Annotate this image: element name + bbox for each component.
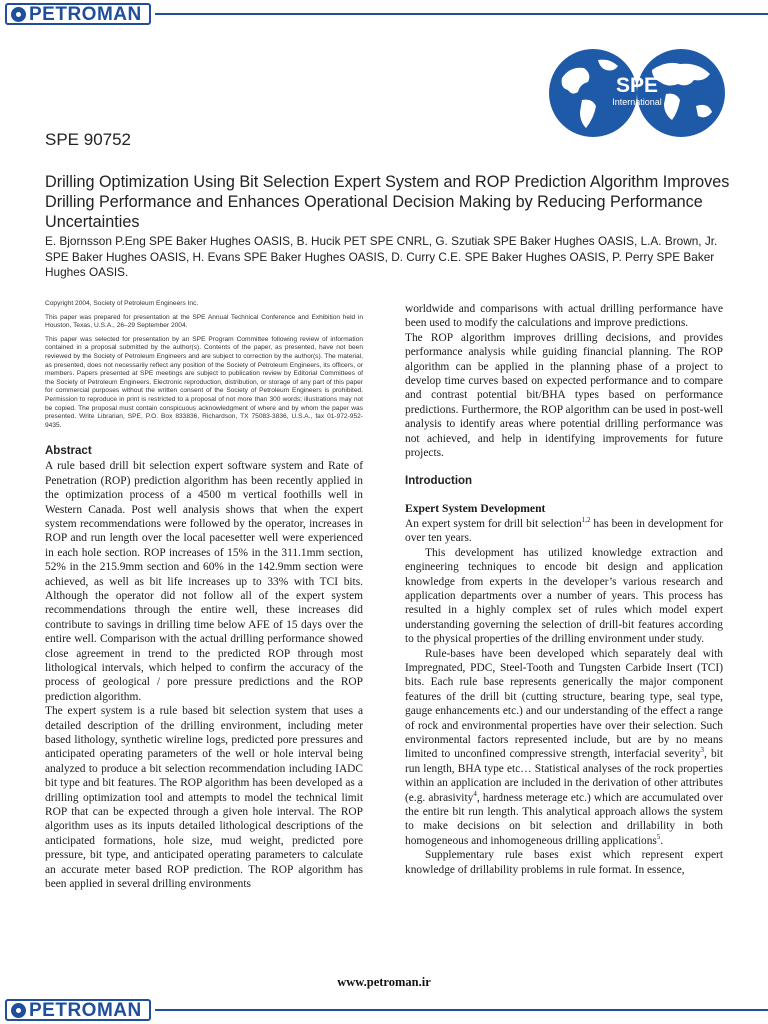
reference-marker: 5 [656,833,661,842]
abstract-paragraph-2: The expert system is a rule based bit selection system that uses a detailed description of the drilling environment, including meter based lithology, synthetic wireline logs, predicted pore pressures and anticipated operating parameters of the well or hole interval being analyzed to produce a bit selection recommendation including IADC bit type and bit features. The ROP algorithm has been developed as a drilling optimization tool and attempts to model the technical limit ROP that can be expected through a given hole interval. The ROP algorithm uses as its inputs detailed lithological descriptions of the anticipated formations, hole size, mud weight, predicted pore pressure, bit type, and anticipated operating parameters to calculate an accurate meter based ROP prediction. The ROP algorithm has been applied in several drilling environments [45,705,363,891]
bottom-banner [0,996,768,1024]
reference-marker: 3 [700,746,705,755]
intro-paragraph-1 [405,517,723,546]
intro-p1-text-a: An expert system for drill bit selection [405,517,582,530]
intro-paragraph-4: Supplementary rule bases exist which represent expert knowledge of drillability problems in rule format. In essence, [405,849,723,876]
expert-system-subheading: Expert System Development [405,502,546,516]
banner-divider [155,13,768,15]
abstract-paragraph-2-continued: worldwide and comparisons with actual drilling performance have been used to modify the calculations and improve predictions. [405,303,723,330]
petroman-logo-footer-text: PETROMAN [29,999,142,1021]
abstract-paragraph-3: The ROP algorithm improves drilling decisions, and provides performance analysis while guiding financial planning. The ROP algorithm can be applied in the planning phase of a project to develop time curves based on expected performance and to compare and contrast potential bit/BHA types based on performance predictions. Furthermore, the ROP algorithm can be used in post-well analysis to identify areas where potential drilling performance was not achieved, and help in identifying improvements for future projects. [405,331,723,460]
intro-p1-text-b: has been in development for over ten years. [405,517,723,545]
banner-divider [155,1009,768,1011]
intro-p3-text-d: . [660,834,664,847]
intro-paragraph-3 [405,647,723,849]
copyright-selected: This paper was selected for presentation by an SPE Program Committee following review of information contained in a proposal submitted by the author(s). Contents of the paper, as presented, have not been reviewed by the Society of Petroleum Engineers and are subject to correction by the author(s). The material, as presented, does not necessarily reflect any position of the Society of Petroleum Engineers, its officers, or members. Papers presented at SPE meetings are subject to publication review by Editorial Committees of the Society of Petroleum Engineers. Electronic reproduction, distribution, or storage of any part of this paper for commercial purposes without the written consent of the Society of Petroleum Engineers is prohibited. Permission to reproduce in print is restricted to a proposal of not more than 300 words; illustrations may not be copied. The proposal must contain conspicuous acknowledgment of where and by whom the paper was presented. Write Librarian, SPE, P.O. Box 833836, Richardson, TX 75083-3836, U.S.A., fax 01-972-952-9435. [45,335,363,429]
abstract-heading: Abstract [45,445,92,458]
spe-international-logo [548,48,726,138]
reference-marker: 1,2 [581,516,591,525]
abstract-paragraph-1: A rule based drill bit selection expert software system and Rate of Penetration (ROP) prediction algorithm has been recently applied in the optimization process of a 4500 m vertical foothills well in Western Canada. Post well analysis shows that when the expert system recommendations were followed by the operator, increases in ROP and run length over the local pacesetter well were experienced in each hole section. ROP increases of 15% in the 311.1mm section, 52% in the 215.9mm section and 60% in the 142.9mm section were achieved, as well as bit life increases up to 33% with TCI bits. Although the operator did not follow all of the expert system recommendations through the entire well, these increases did contribute to savings in drilling time below AFE of 15 days over the entire well. Comparison with the actual drilling performance showed close agreement in trend to the predicted ROP through most lithological intervals, which helped to confirm the accuracy of the process of geological / pore pressure predictions and the ROP prediction algorithm. [45,460,363,703]
gear-icon [11,1003,26,1018]
left-column [45,300,363,892]
reference-marker: 4 [473,789,477,798]
footer-url-link[interactable]: www.petroman.ir [337,975,431,989]
petroman-logo-text: PETROMAN [29,3,142,25]
right-column [405,302,723,877]
top-banner [0,0,768,28]
spe-logo-text: SPE [615,74,659,97]
intro-p3-text-a: Rule-bases have been developed which separately deal with Impregnated, PDC, Steel-Tooth and Tungsten Carbide Insert (TCI) bits. Each rule base represents generically the major component features of the drill bit (cutting structure, bearing type, seal type, gauge enhancements etc.) and our understanding of the effect a range of rock and environmental properties have over their selection. Such environmental factors represented include, but are by no means limited to unconfined compressive strength, interfacial severity [405,647,723,761]
intro-p3-text-c: , hardness meterage etc.) which are accumulated over the entire bit run length. This analytical approach allows the system to make decisions on bit selection and drillability in both homogeneous and inhomogeneous drilling applications [405,791,723,847]
spe-logo-subtext: International [612,97,662,107]
intro-p3-text-b: , bit run length, BHA type etc… Statistical analyses of the rock properties within an application are included in the derivation of other attributes (e.g. abrasivity [405,748,723,804]
paper-authors: E. Bjornsson P.Eng SPE Baker Hughes OASIS, B. Hucik PET SPE CNRL, G. Szutiak SPE Baker Hughes OASIS, L.A. Brown, Jr. SPE Baker Hughes OASIS, H. Evans SPE Baker Hughes OASIS, D. Curry C.E. SPE Baker Hughes OASIS, P. Perry SPE Baker Hughes OASIS. [45,234,718,279]
introduction-heading: Introduction [405,475,473,488]
copyright-line: Copyright 2004, Society of Petroleum Engineers Inc. [45,300,199,307]
petroman-logo[interactable] [5,3,151,25]
paper-number: SPE 90752 [45,130,132,149]
gear-icon [11,7,26,22]
paper-title: Drilling Optimization Using Bit Selection Expert System and ROP Prediction Algorithm Improves Drilling Performance and Enhances Operational Decision Making by Reducing Performance Uncertainties [45,173,730,231]
copyright-prepared: This paper was prepared for presentation at the SPE Annual Technical Conference and Exhibition held in Houston, Texas, U.S.A., 26–29 September 2004. [45,313,363,330]
intro-paragraph-2: This development has utilized knowledge extraction and engineering techniques to encode bit design and application knowledge from experts in the developer’s various research and application departments over a number of years. This process has resulted in a highly complex set of rules which model expert understanding governing the selection of drill-bit features according to the physical properties of the drilling environment under study. [405,546,723,646]
petroman-logo-footer[interactable] [5,999,151,1021]
